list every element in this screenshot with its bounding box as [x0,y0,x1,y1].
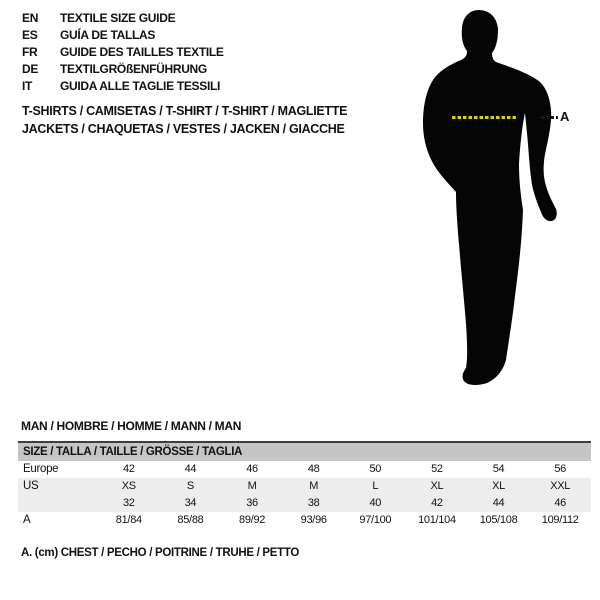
language-label: TEXTILGRÖßENFÜHRUNG [60,62,207,76]
size-value-cell: M [309,480,319,492]
language-code: ES [22,28,38,42]
size-value-cell: 50 [369,463,382,475]
size-table [18,441,591,529]
row-label: Europe [23,463,59,475]
size-value-cell: 42 [122,463,135,475]
table-row [18,495,591,512]
language-label: TEXTILE SIZE GUIDE [60,11,176,25]
size-value-cell: 32 [122,497,135,509]
size-table-header: SIZE / TALLA / TAILLE / GRÖSSE / TAGLIA [18,443,591,461]
language-code: DE [22,62,39,76]
category-lines [22,103,347,138]
size-table-rows [18,461,591,529]
language-code: EN [22,11,39,25]
size-value-cell: 93/96 [300,514,327,526]
size-value-cell: 54 [492,463,505,475]
size-value-cell: 109/112 [541,514,579,526]
row-label: A [23,514,31,526]
language-row-en [22,10,224,27]
category-jackets: JACKETS / CHAQUETAS / VESTES / JACKEN / GIACCHE [22,121,345,136]
size-value-cell: 40 [369,497,382,509]
size-value-cell: 34 [184,497,197,509]
size-value-cell: XXL [550,480,571,492]
size-value-cell: 46 [554,497,566,509]
size-value-cell: 89/92 [239,514,266,526]
table-row [18,478,591,495]
size-value-cell: 42 [431,497,443,509]
size-value-cell: 36 [246,497,258,509]
size-value-cell: 46 [246,463,258,475]
size-value-cell: 48 [307,463,320,475]
size-value-cell: 38 [307,497,320,509]
size-value-cell: 56 [554,463,566,475]
size-value-cell: S [186,480,194,492]
man-silhouette-icon [390,0,600,400]
category-tshirts: T-SHIRTS / CAMISETAS / T-SHIRT / T-SHIRT / MAGLIETTE [22,104,348,118]
table-row [18,512,591,529]
language-row-es [22,27,224,44]
man-silhouette-figure [390,0,600,400]
size-value-cell: 44 [184,463,197,475]
section-title-man: MAN / HOMBRE / HOMME / MANN / MAN [21,419,242,433]
row-label [18,495,98,512]
table-row [18,461,591,478]
size-value-cell: XL [430,480,444,492]
size-value-cell: L [372,480,379,492]
measure-callout-dash-line [541,116,558,119]
size-value-cell: 101/104 [418,514,456,526]
size-value-cell: 97/100 [359,514,392,526]
language-label: GUÍA DE TALLAS [60,28,156,42]
row-label: US [23,480,39,492]
size-value-cell: XL [492,480,505,492]
size-value-cell: 85/88 [177,514,204,526]
size-value-cell: 81/84 [115,514,142,526]
language-code: IT [22,79,33,93]
language-row-fr [22,44,224,61]
language-list [22,10,224,95]
size-value-cell: 105/108 [479,514,518,526]
size-value-cell: 52 [431,463,443,475]
measure-label-a: A [560,109,570,124]
size-value-cell: M [247,480,257,492]
footnote-chest: A. (cm) CHEST / PECHO / POITRINE / TRUHE / PETTO [21,547,300,559]
language-label: GUIDE DES TAILLES TEXTILE [60,45,224,59]
language-code: FR [22,45,38,59]
size-value-cell: 44 [492,497,505,509]
language-row-it [22,78,224,95]
language-row-de [22,61,224,78]
size-value-cell: XS [121,480,136,492]
language-label: GUIDA ALLE TAGLIE TESSILI [60,79,221,93]
chest-measure-dash-line [452,116,518,119]
